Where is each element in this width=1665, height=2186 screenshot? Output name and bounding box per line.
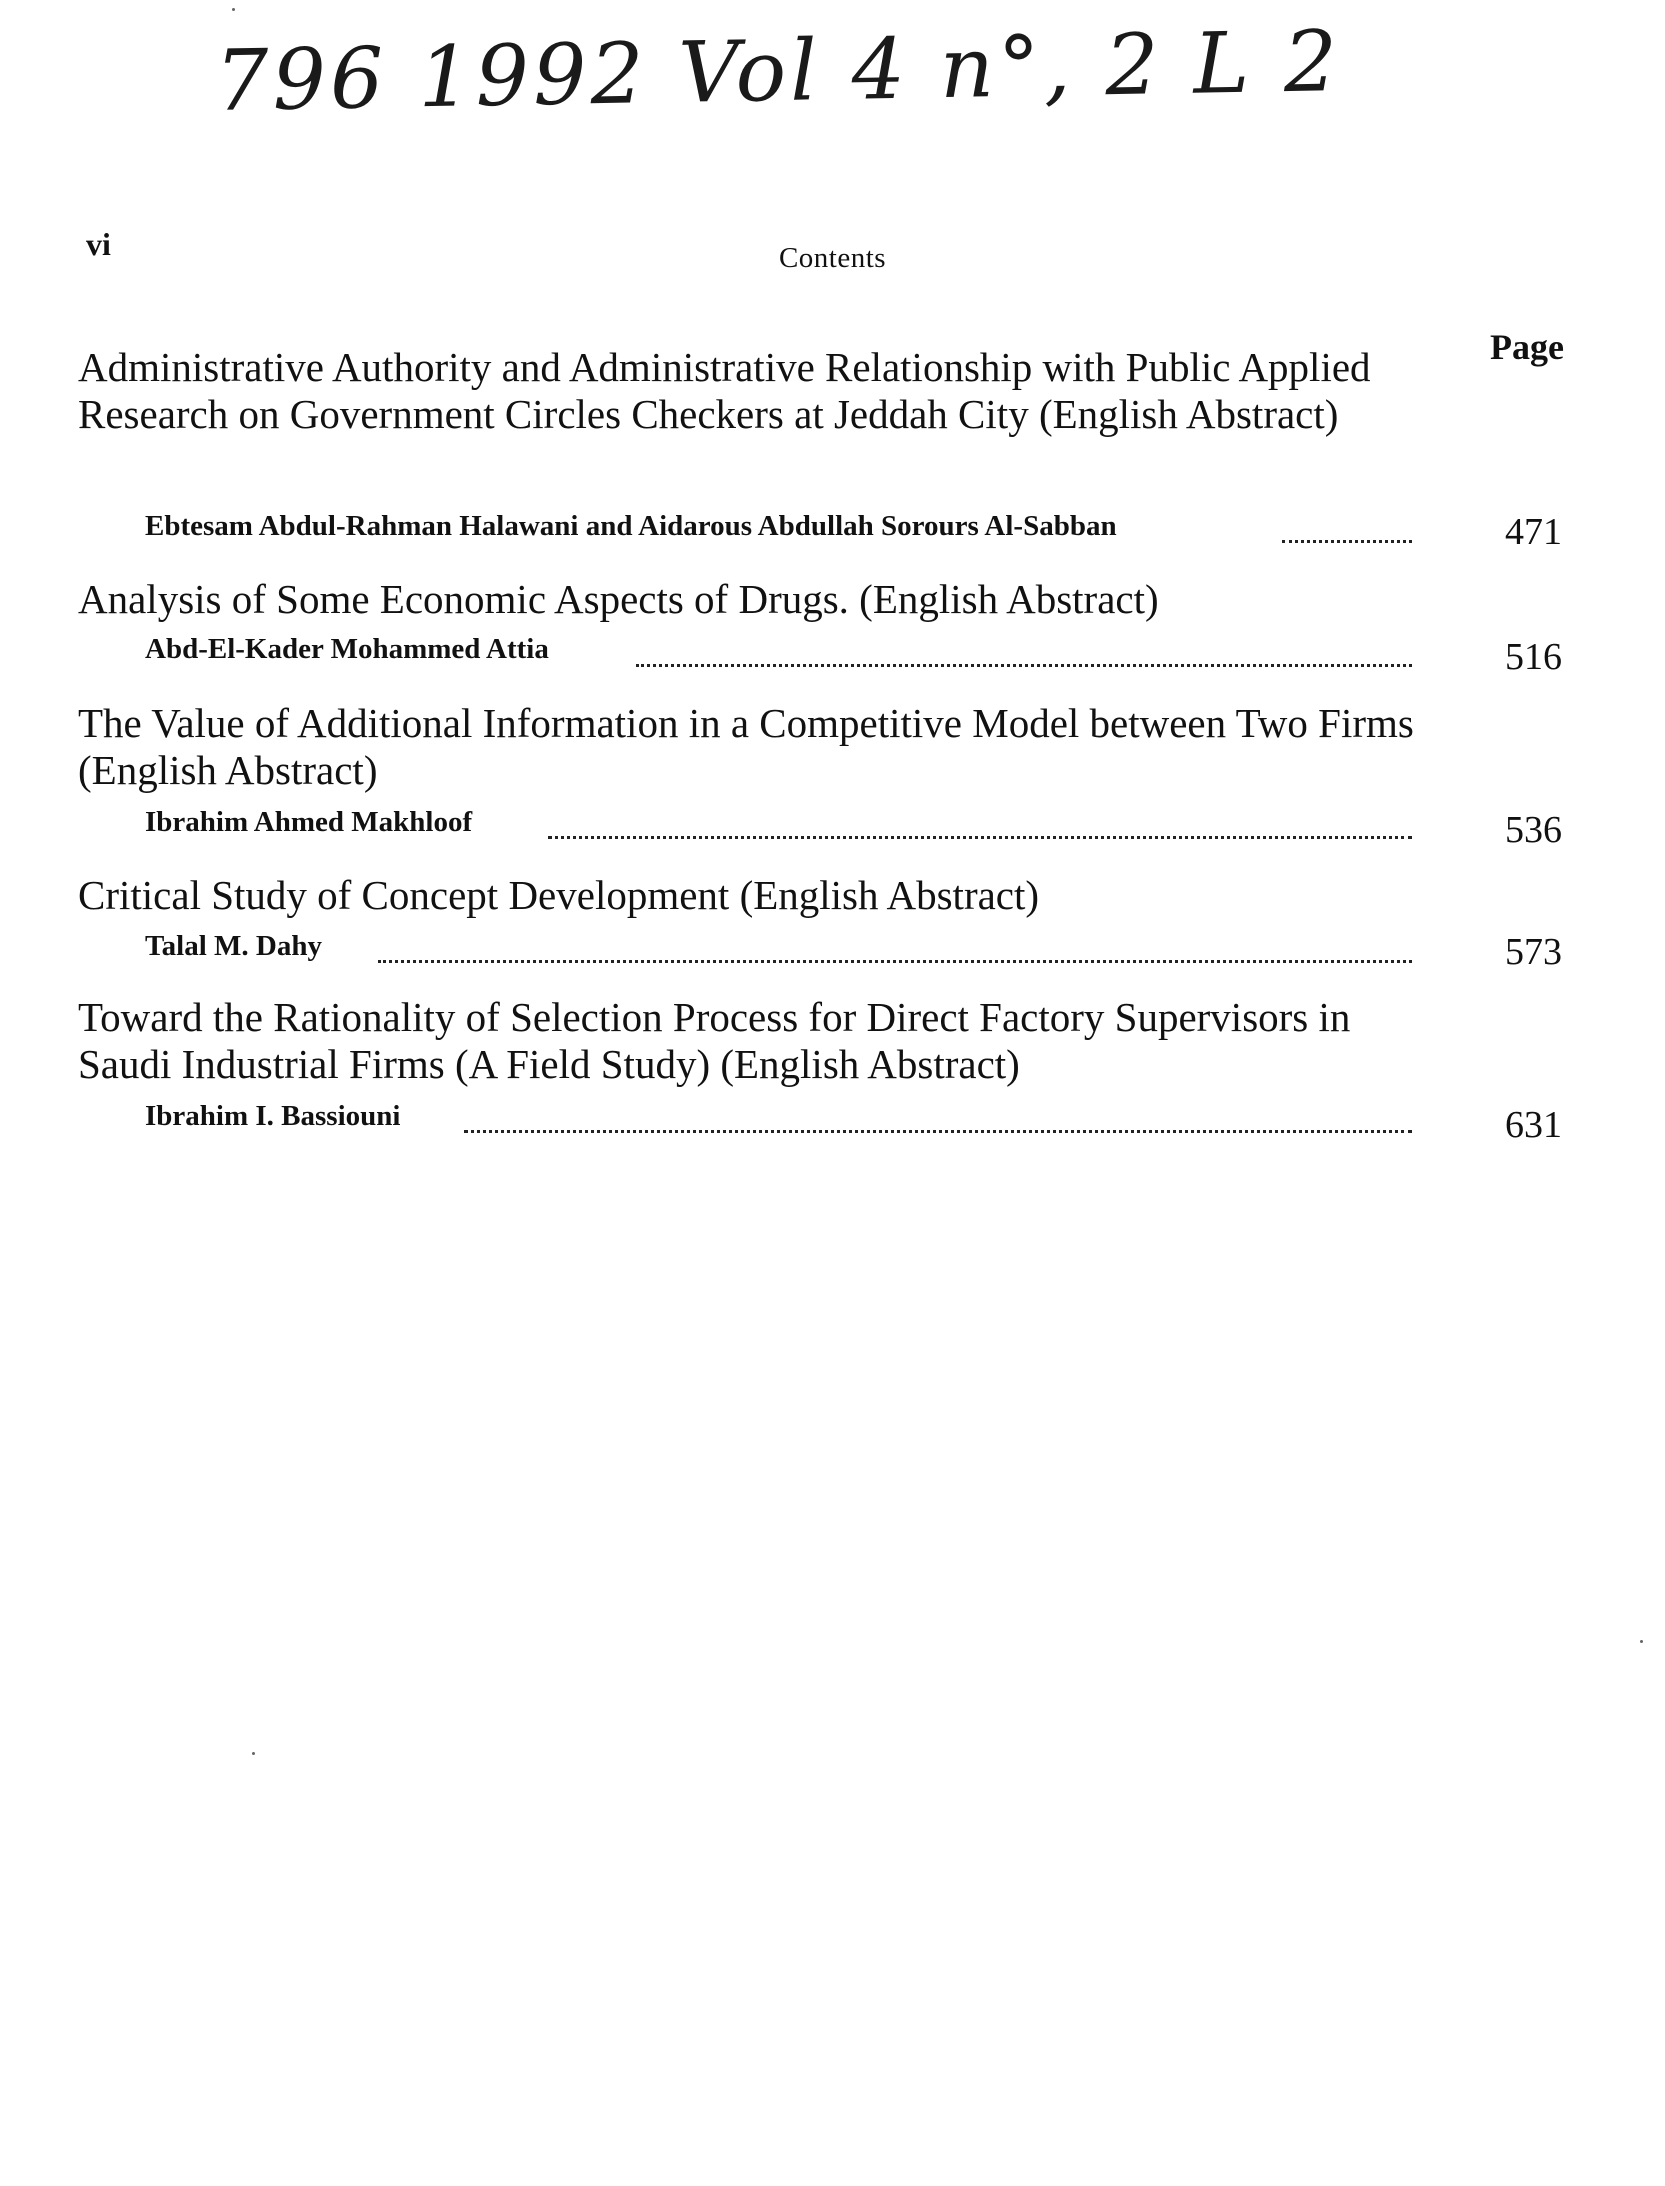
entry-authors: Talal M. Dahy [145, 930, 322, 962]
entry-page: 471 [1505, 511, 1562, 553]
scan-speck [1640, 1640, 1643, 1643]
entry-title: Analysis of Some Economic Aspects of Drugs. (English Abstract) [78, 576, 1159, 622]
handwritten-annotation: 796 1992 Vol 4 n°, 2 L 2 [214, 12, 1343, 130]
dot-leader [464, 1130, 1412, 1133]
entry-title: Toward the Rationality of Selection Process for Direct Factory Supervisors in Saudi Industrial Firms (A Field Study) (English Abstract) [78, 994, 1351, 1087]
entry-authors: Abd-El-Kader Mohammed Attia [145, 633, 549, 665]
scan-speck [232, 8, 235, 11]
entry-page: 516 [1505, 636, 1562, 678]
entry-title: Critical Study of Concept Development (English Abstract) [78, 872, 1040, 918]
entry-authors: Ibrahim I. Bassiouni [145, 1100, 401, 1132]
entry-authors: Ebtesam Abdul-Rahman Halawani and Aidarous Abdullah Sorours Al-Sabban [145, 510, 1117, 542]
dot-leader [1282, 540, 1412, 543]
scan-speck [252, 1752, 255, 1755]
dot-leader [636, 664, 1412, 667]
entry-page: 631 [1505, 1104, 1562, 1146]
dot-leader [378, 960, 1412, 963]
page-number: vi [86, 226, 111, 262]
entry-authors: Ibrahim Ahmed Makhloof [145, 806, 473, 838]
entry-title: Administrative Authority and Administrative Relationship with Public Applied Research on Government Circles Checkers at Jeddah City (English Abstract) [78, 344, 1371, 437]
entry-page: 573 [1505, 931, 1562, 973]
running-head: Contents [778, 242, 887, 274]
dot-leader [548, 836, 1412, 839]
entry-title: The Value of Additional Information in a Competitive Model between Two Firms (English Abstract) [78, 700, 1414, 793]
page-column-label: Page [1490, 327, 1564, 367]
entry-page: 536 [1505, 809, 1562, 851]
